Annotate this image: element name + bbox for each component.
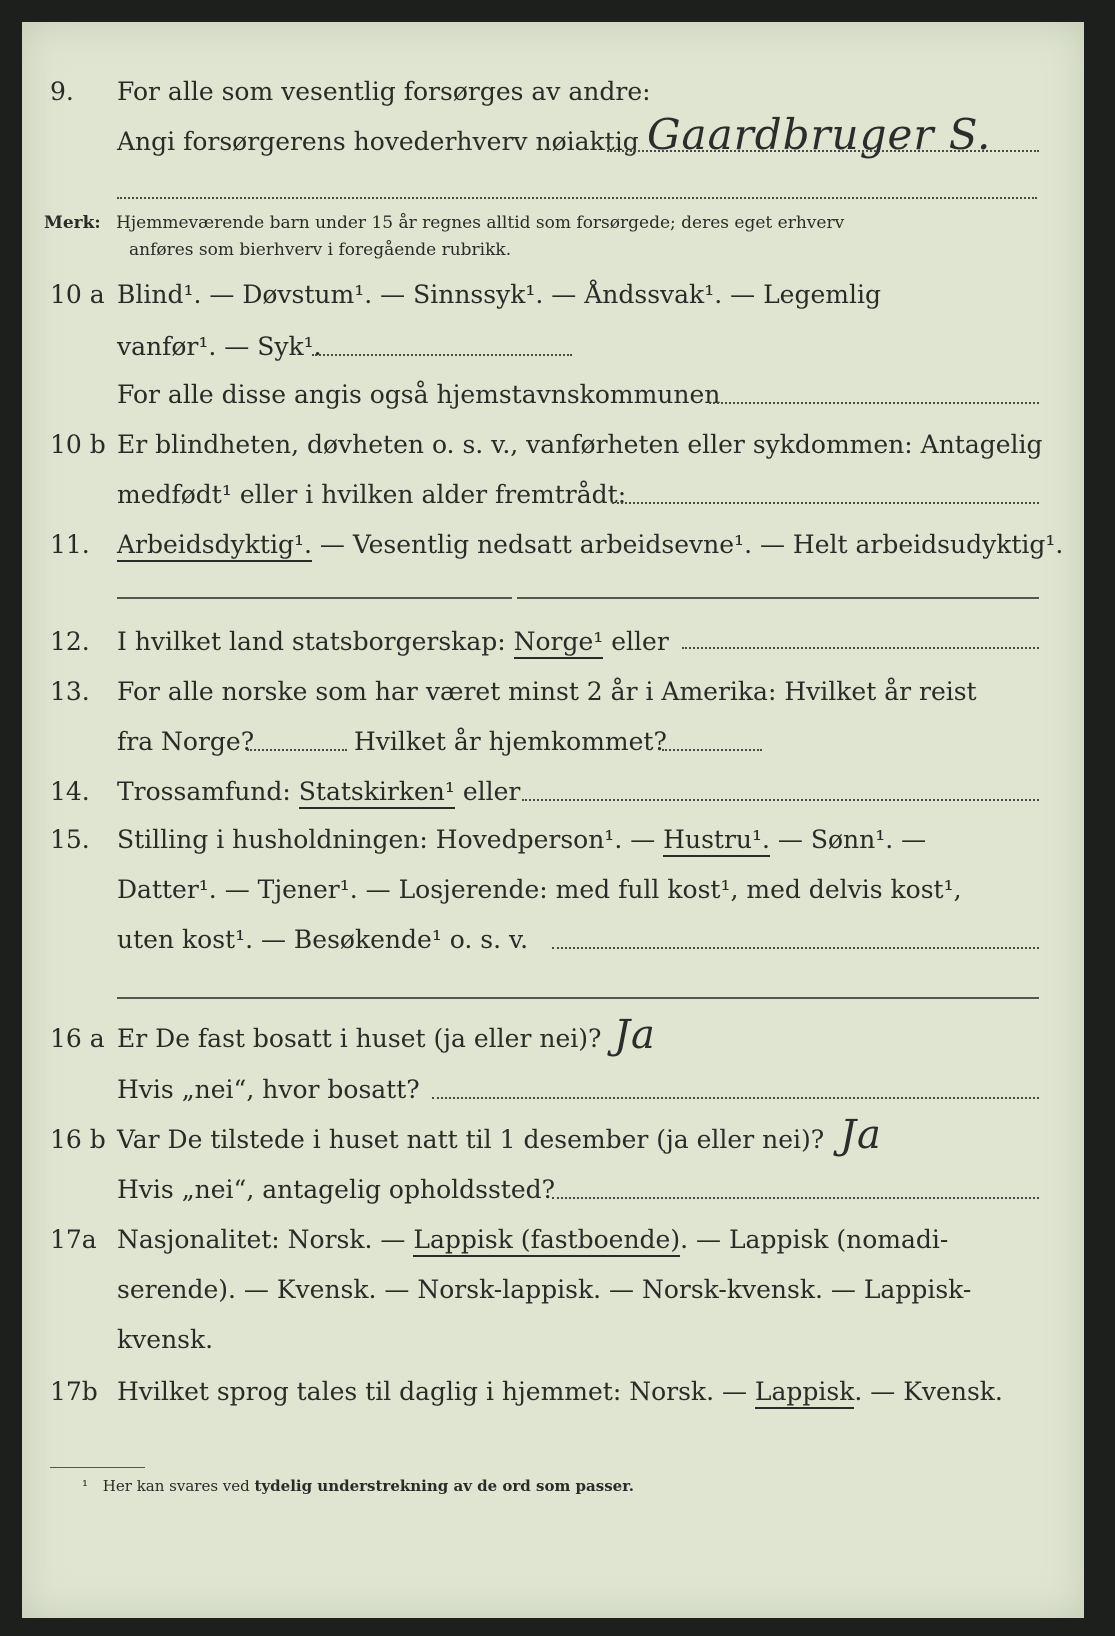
q17b-number: 17b xyxy=(50,1377,98,1406)
q17a-line2: serende). — Kvensk. — Norsk-lappisk. — Norsk-kvensk. — Lappisk- xyxy=(117,1275,972,1304)
q10b-line2: medfødt¹ eller i hvilken alder fremtrådt: xyxy=(117,480,627,509)
q10a-line2: vanfør¹. — Syk¹. xyxy=(117,332,322,361)
q9-extra-line xyxy=(117,197,1037,199)
footnote xyxy=(82,1477,634,1495)
q12-answer-line xyxy=(682,647,1039,649)
q12-text xyxy=(117,627,669,656)
q13-number: 13. xyxy=(50,677,90,706)
q14-pre: Trossamfund: xyxy=(117,777,299,806)
q14-answer-line xyxy=(522,799,1039,801)
merk-label: Merk: xyxy=(44,213,101,233)
merk-line2: anføres som bierhverv i foregående rubrikk. xyxy=(129,240,512,260)
q16a-line2: Hvis „nei“, hvor bosatt? xyxy=(117,1075,420,1104)
q14-post: eller xyxy=(454,777,521,806)
q10b-answer-line xyxy=(612,502,1039,504)
merk-note xyxy=(44,210,1054,264)
q9-number: 9. xyxy=(50,77,74,106)
q15-number: 15. xyxy=(50,825,90,854)
q15-selected-option: Hustru¹. xyxy=(663,825,770,857)
footnote-rule xyxy=(50,1467,145,1468)
q9-line2: Angi forsørgerens hovederhverv nøiaktig xyxy=(117,127,639,156)
q16b-number: 16 b xyxy=(50,1125,106,1154)
q15-rule xyxy=(117,997,1039,999)
q13-line2a: fra Norge? xyxy=(117,727,255,756)
q15-line1 xyxy=(117,825,926,854)
q12-number: 12. xyxy=(50,627,90,656)
merk-line1: Hjemmeværende barn under 15 år regnes alltid som forsørgede; deres eget erhverv xyxy=(116,213,845,233)
q16a-line1: Er De fast bosatt i huset (ja eller nei)? xyxy=(117,1024,602,1053)
q11-text xyxy=(117,530,1063,559)
q12-pre: I hvilket land statsborgerskap: xyxy=(117,627,514,656)
q15-pre: Stilling i husholdningen: Hovedperson¹. — xyxy=(117,825,664,854)
q13-line1: For alle norske som har været minst 2 år i Amerika: Hvilket år reist xyxy=(117,677,977,706)
q15-post: — Sønn¹. — xyxy=(769,825,927,854)
footnote-pre: Her kan svares ved xyxy=(102,1477,255,1495)
q12-post: eller xyxy=(603,627,669,656)
q17a-number: 17a xyxy=(50,1225,97,1254)
q14-number: 14. xyxy=(50,777,90,806)
q17a-line3: kvensk. xyxy=(117,1325,214,1354)
q10a-number: 10 a xyxy=(50,280,105,309)
census-form-page xyxy=(22,22,1084,1618)
q15-line3: uten kost¹. — Besøkende¹ o. s. v. xyxy=(117,925,529,954)
q17a-pre: Nasjonalitet: Norsk. — xyxy=(117,1225,414,1254)
q16b-line2: Hvis „nei“, antagelig opholdssted? xyxy=(117,1175,556,1204)
q13-reist-line xyxy=(247,749,347,751)
q10b-number: 10 b xyxy=(50,430,106,459)
q15-line2: Datter¹. — Tjener¹. — Losjerende: med full kost¹, med delvis kost¹, xyxy=(117,875,962,904)
q11-number: 11. xyxy=(50,530,90,559)
q10b-line1: Er blindheten, døvheten o. s. v., vanførheten eller sykdommen: Antagelig xyxy=(117,430,1043,459)
q17a-post: . — Lappisk (nomadi- xyxy=(680,1225,949,1254)
q15-answer-line xyxy=(552,947,1039,949)
q16b-handwritten-answer: Ja xyxy=(840,1112,882,1158)
q16a-answer-line xyxy=(432,1097,1039,1099)
q12-selected-option: Norge¹ xyxy=(514,627,604,659)
q10a-syk-line xyxy=(312,354,572,356)
q13-hjemkommet-line xyxy=(662,749,762,751)
q13-line2b: Hvilket år hjemkommet? xyxy=(354,727,667,756)
q10a-line1: Blind¹. — Døvstum¹. — Sinnssyk¹. — Åndssvak¹. — Legemlig xyxy=(117,280,881,309)
q16b-answer-line xyxy=(552,1197,1039,1199)
q11-rule-left xyxy=(117,597,512,599)
q10a-kommune-line xyxy=(709,402,1039,404)
q11-rest: — Vesentlig nedsatt arbeidsevne¹. — Helt arbeidsudyktig¹. xyxy=(311,530,1064,559)
q11-rule-right xyxy=(517,597,1039,599)
q14-text xyxy=(117,777,520,806)
q17b-pre: Hvilket sprog tales til daglig i hjemmet: Norsk. — xyxy=(117,1377,755,1406)
q17b-selected-option: Lappisk xyxy=(755,1377,855,1409)
q16a-number: 16 a xyxy=(50,1024,105,1053)
q9-handwritten-answer: Gaardbruger S. xyxy=(647,110,992,159)
q17a-selected-option: Lappisk (fastboende) xyxy=(413,1225,680,1257)
q10a-line3: For alle disse angis også hjemstavnskommunen xyxy=(117,380,721,409)
footnote-bold: tydelig understrekning av de ord som passer. xyxy=(254,1477,634,1495)
q17b-post: . — Kvensk. xyxy=(854,1377,1003,1406)
q14-selected-option: Statskirken¹ xyxy=(299,777,455,809)
q11-selected-option: Arbeidsdyktig¹. xyxy=(117,530,312,562)
q17b-text xyxy=(117,1377,1003,1406)
q9-line1: For alle som vesentlig forsørges av andre: xyxy=(117,77,651,106)
footnote-mark: ¹ xyxy=(82,1477,89,1495)
q16b-line1: Var De tilstede i huset natt til 1 desember (ja eller nei)? xyxy=(117,1125,825,1154)
q17a-line1 xyxy=(117,1225,948,1254)
q16a-handwritten-answer: Ja xyxy=(614,1012,656,1058)
